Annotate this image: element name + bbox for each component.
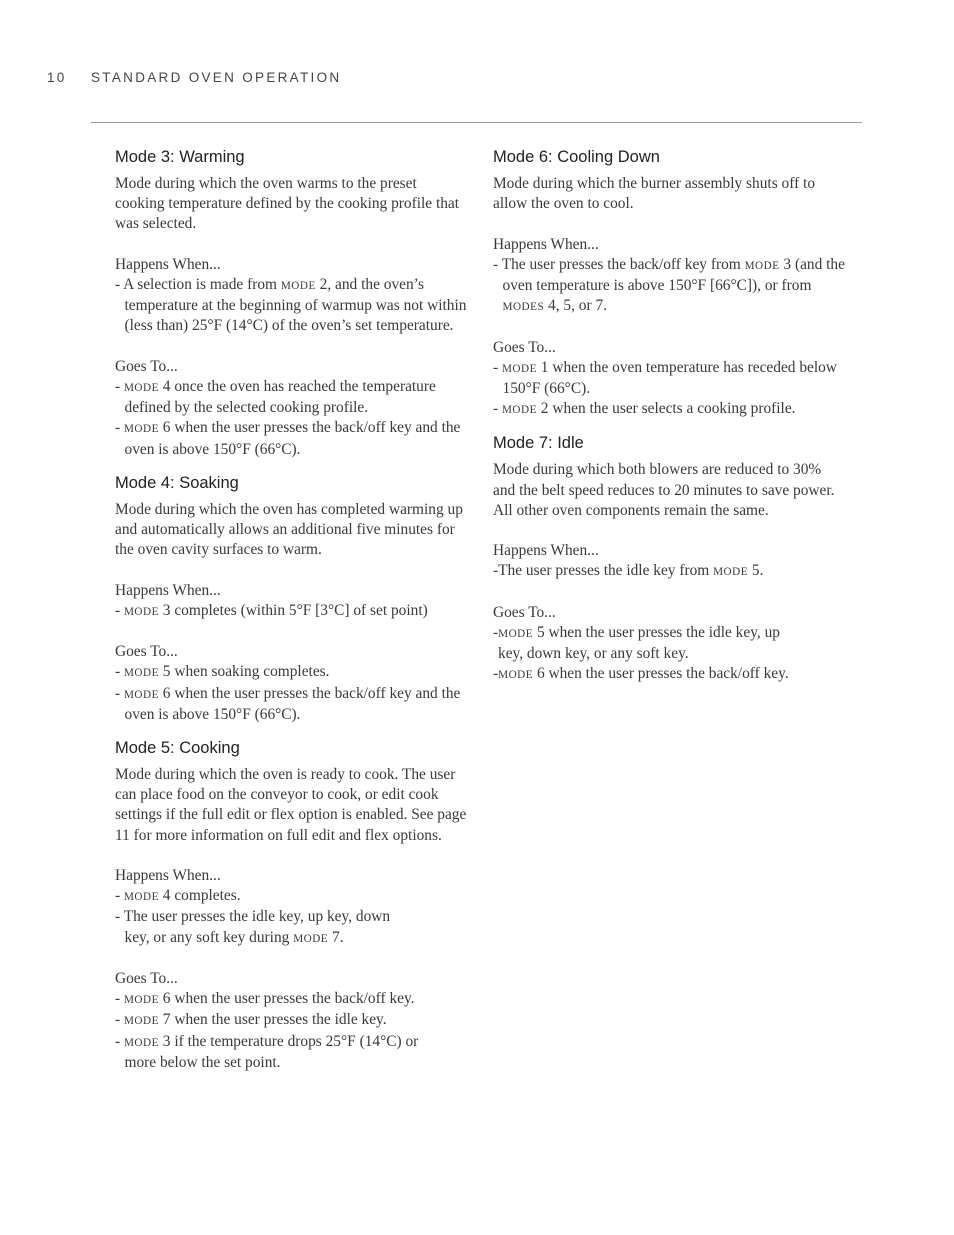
- header-divider: [91, 122, 862, 123]
- list-item: - MODE 7 when the user presses the idle key.: [115, 1011, 387, 1029]
- section-description: Mode during which the oven is ready to cook. The user can place food on the conveyor to cook, or edit cook settings if the full edit or flex option is enabled. See page 11 for more information on full edit and flex options.: [115, 766, 467, 844]
- happens-when-label: Happens When...: [115, 255, 221, 273]
- section-title: Mode 3: Warming: [115, 148, 245, 166]
- list-item: -MODE 6 when the user presses the back/off key.: [493, 665, 789, 683]
- list-item: - MODE 4 completes.: [115, 887, 241, 905]
- running-title: STANDARD OVEN OPERATION: [91, 70, 342, 85]
- section-mode-4: [115, 472, 467, 725]
- list-item: - MODE 6 when the user presses the back/off key and the oven is above 150°F (66°C).: [115, 684, 461, 723]
- section-mode-7: [493, 432, 845, 685]
- list-item: - MODE 2 when the user selects a cooking profile.: [493, 400, 796, 418]
- list-item: -MODE 5 when the user presses the idle key, up key, down key, or any soft key.: [493, 624, 780, 663]
- list-item: - MODE 4 once the oven has reached the temperature defined by the selected cooking profile.: [115, 378, 436, 417]
- list-item: - MODE 3 completes (within 5°F [3°C] of set point): [115, 601, 428, 619]
- happens-when-label: Happens When...: [115, 581, 221, 599]
- section-description: Mode during which the oven warms to the preset cooking temperature defined by the cooking profile that was selected.: [115, 175, 460, 233]
- page-number: 10: [47, 70, 67, 85]
- section-title: Mode 6: Cooling Down: [493, 148, 660, 166]
- happens-when-label: Happens When...: [115, 867, 221, 885]
- left-column: [115, 146, 467, 1085]
- goes-to-label: Goes To...: [493, 338, 556, 356]
- section-title: Mode 4: Soaking: [115, 473, 239, 492]
- section-description: Mode during which both blowers are reduced to 30% and the belt speed reduces to 20 minutes to save power. All other oven components remain the same.: [493, 461, 835, 519]
- list-item: - A selection is made from MODE 2, and the oven’s temperature at the beginning of warmup was not within (less than) 25°F (14°C) of the oven’s set temperature.: [115, 276, 467, 335]
- section-description: Mode during which the burner assembly shuts off to allow the oven to cool.: [493, 175, 816, 213]
- goes-to-label: Goes To...: [493, 603, 556, 621]
- list-item: - MODE 5 when soaking completes.: [115, 663, 330, 681]
- list-item: - MODE 6 when the user presses the back/off key and the oven is above 150°F (66°C).: [115, 419, 461, 458]
- list-item: - MODE 1 when the oven temperature has receded below 150°F (66°C).: [493, 358, 837, 397]
- happens-when-label: Happens When...: [493, 235, 599, 253]
- list-item: - MODE 6 when the user presses the back/off key.: [115, 990, 415, 1008]
- goes-to-label: Goes To...: [115, 357, 178, 375]
- section-mode-3: [115, 146, 467, 460]
- list-item: - MODE 3 if the temperature drops 25°F (14°C) or more below the set point.: [115, 1032, 419, 1071]
- section-mode-5: [115, 737, 467, 1073]
- section-title: Mode 5: Cooking: [115, 739, 240, 758]
- section-mode-6: [493, 146, 845, 420]
- list-item: - The user presses the idle key, up key, down key, or any soft key during MODE 7.: [115, 908, 391, 946]
- right-column: [493, 146, 845, 698]
- page-header: [47, 70, 341, 85]
- goes-to-label: Goes To...: [115, 643, 178, 661]
- list-item: - The user presses the back/off key from MODE 3 (and the oven temperature is above 150°F [66°C]), or from MODES 4, 5, or 7.: [493, 255, 845, 315]
- section-description: Mode during which the oven has completed warming up and automatically allows an additional five minutes for the oven cavity surfaces to warm.: [115, 500, 463, 559]
- section-title: Mode 7: Idle: [493, 434, 584, 453]
- list-item: -The user presses the idle key from MODE 5.: [493, 562, 764, 580]
- goes-to-label: Goes To...: [115, 970, 178, 988]
- happens-when-label: Happens When...: [493, 542, 599, 560]
